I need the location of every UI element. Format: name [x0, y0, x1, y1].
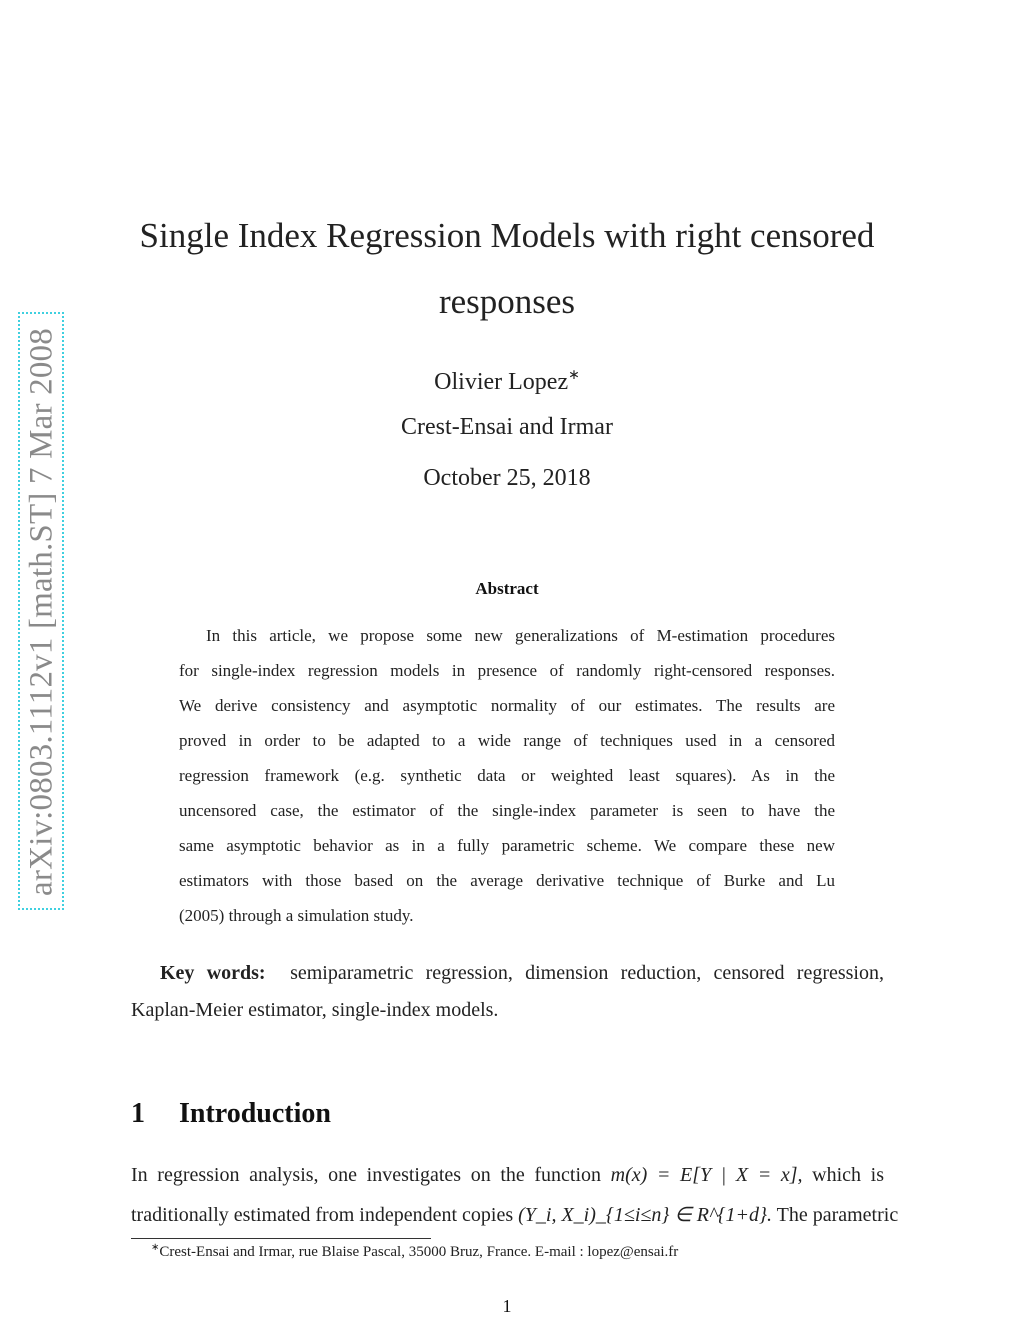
arxiv-identifier: arXiv:0803.1112v1 [math.ST] 7 Mar 2008 — [23, 328, 60, 896]
abstract-line: estimators with those based on the average derivative technique of Burke and Lu — [179, 871, 835, 890]
intro-text: In regression analysis, one investigates on the function — [131, 1164, 602, 1186]
keywords-line-2: Kaplan-Meier estimator, single-index models. — [131, 999, 499, 1021]
section-number: 1 — [131, 1098, 145, 1129]
abstract-line: same asymptotic behavior as in a fully parametric scheme. We compare these new — [179, 836, 835, 855]
affiliation: Crest-Ensai and Irmar — [401, 414, 613, 440]
abstract-line: for single-index regression models in presence of randomly right-censored responses. — [179, 661, 835, 680]
footnote-text: Crest-Ensai and Irmar, rue Blaise Pascal, 35000 Bruz, France. E-mail : lopez@ensai.fr — [159, 1244, 679, 1260]
abstract-line: regression framework (e.g. synthetic data or weighted least squares). As in the — [179, 766, 835, 785]
footnote-rule — [131, 1238, 431, 1239]
intro-math: (Y_i, X_i)_{1≤i≤n} ∈ R^{1+d}. — [518, 1204, 772, 1226]
keywords-label: Key words: — [160, 962, 266, 984]
intro-line-1 — [131, 1164, 884, 1187]
intro-text: which is — [812, 1164, 884, 1186]
author-footnote-mark: ∗ — [568, 368, 580, 383]
abstract-line: proved in order to be adapted to a wide range of techniques used in a censored — [179, 731, 835, 750]
section-title: Introduction — [179, 1098, 331, 1129]
abstract-line: We derive consistency and asymptotic normality of our estimates. The results are — [179, 696, 835, 715]
footnote — [151, 1242, 678, 1261]
section-heading — [131, 1098, 331, 1130]
abstract-heading: Abstract — [475, 579, 539, 598]
abstract-line: (2005) through a simulation study. — [179, 906, 414, 925]
intro-text: traditionally estimated from independent copies — [131, 1204, 514, 1226]
abstract-line: In this article, we propose some new generalizations of M-estimation procedures — [206, 626, 835, 645]
paper-title-line-2: responses — [438, 282, 576, 321]
intro-line-2 — [131, 1202, 899, 1227]
intro-text: The parametric — [776, 1204, 899, 1226]
keywords-text-1: semiparametric regression, dimension reduction, censored regression, — [290, 962, 884, 984]
paper-title-line-1: Single Index Regression Models with right censored — [139, 216, 875, 255]
intro-math: m(x) = E[Y | X = x], — [610, 1164, 803, 1186]
author-name: Olivier Lopez — [434, 369, 569, 395]
page-number: 1 — [502, 1296, 512, 1316]
keywords-line-1 — [160, 962, 884, 985]
date: October 25, 2018 — [423, 465, 591, 491]
abstract-line: uncensored case, the estimator of the single-index parameter is seen to have the — [179, 801, 835, 820]
author — [0, 367, 1014, 396]
footnote-mark: ∗ — [151, 1242, 160, 1253]
